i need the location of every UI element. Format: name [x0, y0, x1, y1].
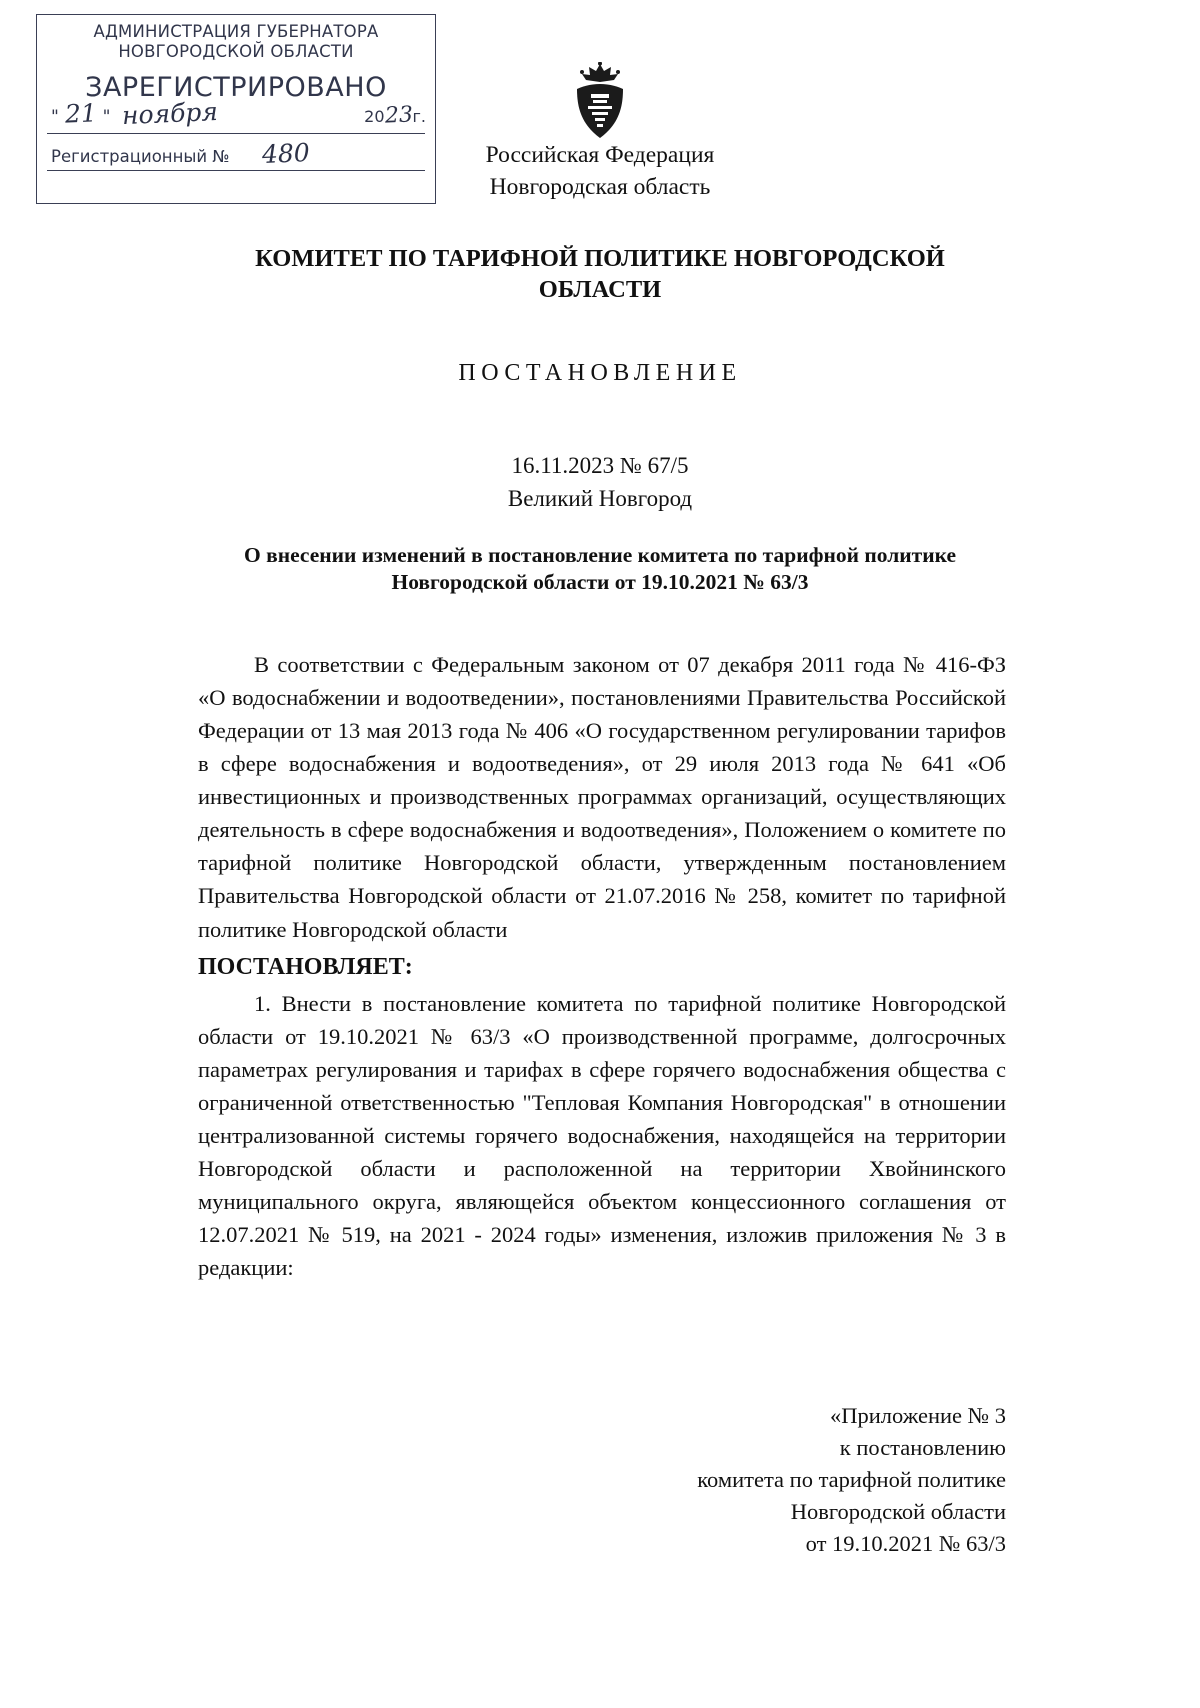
region-name: Новгородская область [489, 173, 711, 200]
stamp-year-prefix: 20 [364, 107, 385, 126]
stamp-regnumber-label: Регистрационный № [51, 147, 230, 166]
stamp-quote-open: " [51, 107, 59, 127]
appendix-line-5: от 19.10.2021 № 63/3 [805, 1530, 1006, 1556]
body-paragraph-1: В соответствии с Федеральным законом от 07 декабря 2011 года № 416-ФЗ «О водоснабжении и водоотведении», постановлениями Правительства Российской Федерации от 13 мая 2013 года № 406 «О государственном регулировании тарифов в сфере водоснабжения и водоотведения», от 29 июля 2013 года № 641 «Об инвестиционных и производственных программах организаций, осуществляющих деятельность в сфере водоснабжения и водоотведения», Положением о комитете по тарифной политике Новгородской области, утвержденным постановлением Правительства Новгородской области от 21.07.2016 № 258, комитет по тарифной политике Новгородской области [198, 652, 1006, 942]
document-date-city [0, 450, 1200, 515]
appendix-line-2: к постановлению [839, 1434, 1006, 1460]
stamp-day-handwritten: 21 [64, 98, 98, 129]
committee-title: КОМИТЕТ ПО ТАРИФНОЙ ПОЛИТИКЕ НОВГОРОДСКОЙ ОБЛАСТИ [255, 245, 945, 303]
appendix-line-1: «Приложение № 3 [830, 1403, 1006, 1428]
body-paragraph-2: 1. Внести в постановление комитета по тарифной политике Новгородской области от 19.10.2021 № 63/3 «О производственной программе, долгосрочных параметрах регулирования и тарифах в сфере горячего водоснабжения общества с ограниченной ответственностью "Тепловая Компания Новгородская" в отношении централизованной системы горячего водоснабжения, находящейся на территории Новгородской области и расположенной на территории Хвойнинского муниципального округа, являющейся объектом концессионного соглашения от 12.07.2021 № 519, на 2021 - 2024 годы» изменения, изложив приложения № 3 в редакции: [198, 990, 1006, 1281]
appendix-line-4: Новгородской области [790, 1498, 1006, 1524]
federation-heading [0, 137, 1200, 204]
stamp-registered-label: ЗАРЕГИСТРИРОВАНО [85, 71, 387, 103]
appendix-line-3: комитета по тарифной политике [697, 1466, 1006, 1492]
stamp-year-handwritten: 23 [383, 102, 414, 129]
stamp-month-handwritten: ноября [121, 96, 219, 131]
body-resolves-label: ПОСТАНОВЛЯЕТ: [198, 953, 413, 980]
stamp-quote-close: " [102, 107, 111, 127]
document-city: Великий Новгород [507, 485, 693, 511]
document-subject-line2: Новгородской области от 19.10.2021 № 63/3 [391, 569, 809, 594]
stamp-regnumber-handwritten: 480 [260, 137, 310, 170]
coat-of-arms [0, 62, 1200, 149]
document-type: ПОСТАНОВЛЕНИЕ [458, 360, 742, 386]
document-subject [190, 542, 1010, 596]
document-subject-line1: О внесении изменений в постановление комитета по тарифной политике [243, 543, 957, 567]
stamp-org-line1: АДМИНИСТРАЦИЯ ГУБЕРНАТОРА [93, 22, 379, 41]
country-name: Российская Федерация [485, 142, 715, 168]
document-date-number: 16.11.2023 № 67/5 [511, 453, 689, 478]
document-body [198, 648, 1006, 1284]
stamp-year-suffix: г. [412, 107, 426, 126]
stamp-org-line2: НОВГОРОДСКОЙ ОБЛАСТИ [118, 41, 354, 61]
appendix-reference [486, 1400, 1006, 1560]
